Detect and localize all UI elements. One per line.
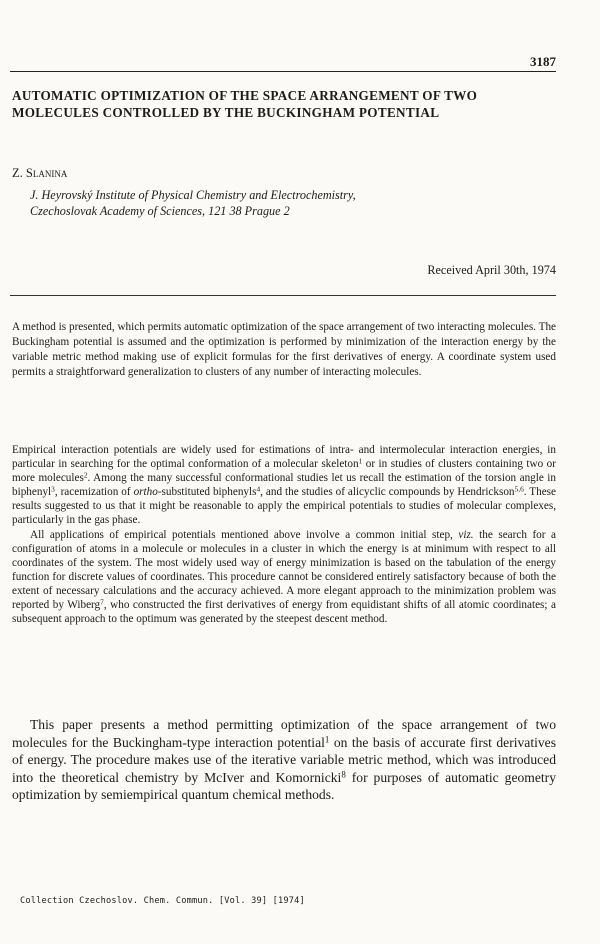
author-surname: Slanina [25, 166, 68, 180]
reference-marker: 1 [358, 456, 363, 466]
abstract: A method is presented, which permits automatic optimization of the space arrangement of two interacting molecules. The Buckingham potential is assumed and the optimization is performed by minimization of the interaction energy by the variable metric method making use of explicit formulas for the first derivatives of energy. A coordinate system used permits a straightforward generalization to clusters of any number of interacting molecules. [12, 321, 556, 378]
header-rule [10, 71, 556, 72]
author-initial: Z. [12, 166, 26, 180]
affiliation [30, 187, 450, 219]
reference-marker: 2 [83, 470, 88, 480]
paragraph-2: All applications of empirical potentials mentioned above involve a common initial step, viz. the search for a configuration of atoms in a molecule or molecules in a cluster in which the energy is at minimum with respect to all coordinates of the system. The most widely used way of energy minimization is based on the tabulation of the energy function for discrete values of coordinates. This procedure cannot be considered entirely satisfactory because of both the extent of necessary calculations and the accuracy achieved. A more elegant approach to the minimization problem was reported by Wiberg$^7$, who constructed the first derivatives of energy from equidistant shifts of all atomic coordinates; a subsequent approach to the optimum was generated by the steepest descent method. [12, 528, 556, 626]
journal-footer: Collection Czechoslov. Chem. Commun. [Vol. 39] [1974] [20, 896, 305, 906]
italic-ortho: ortho [133, 486, 158, 499]
reference-marker: 1 [324, 734, 330, 745]
introduction-small-print [12, 443, 556, 626]
affiliation-line-2: Czechoslovak Academy of Sciences, 121 38 Prague 2 [30, 204, 290, 218]
reference-marker: 8 [341, 769, 346, 780]
article-title: AUTOMATIC OPTIMIZATION OF THE SPACE ARRANGEMENT OF TWO MOLECULES CONTROLLED BY THE BUCKINGHAM POTENTIAL [12, 88, 478, 120]
page-number: 3187 [530, 54, 556, 69]
reference-marker: 4 [256, 484, 261, 494]
abstract-rule [10, 295, 556, 296]
affiliation-line-1: J. Heyrovský Institute of Physical Chemistry and Electrochemistry, [30, 188, 356, 202]
received-date: Received April 30th, 1974 [427, 263, 556, 277]
reference-marker: 7 [100, 597, 104, 607]
reference-marker: 5,6 [514, 484, 524, 494]
author [12, 166, 67, 181]
paragraph-3: This paper presents a method permitting optimization of the space arrangement of two molecules for the Buckingham-type interaction potential$^1$ on the basis of accurate first derivatives of energy. The procedure makes use of the iterative variable metric method, which was introduced into the theoretical chemistry by McIver and Komornicki$^8$ for purposes of automatic geometry optimization by semiempirical quantum chemical methods. [12, 717, 556, 803]
reference-marker: 3 [51, 484, 55, 494]
italic-viz: viz. [458, 528, 474, 541]
paragraph-1: Empirical interaction potentials are widely used for estimations of intra- and intermolecular interaction energies, in particular in searching for the optimal conformation of a molecular skeleton$^1$ or in studies of clusters containing two or more molecules$^2$. Among the many successful conformational studies let us recall the estimation of the torsion angle in biphenyl$^3$, racemization of ortho-substituted biphenyls$^4$, and the studies of alicyclic compounds by Hendrickson$^{5,6}$. These results suggested to us that it might be reasonable to apply the empirical potentials to studies of molecular complexes, particularly in the gas phase. [12, 444, 557, 527]
